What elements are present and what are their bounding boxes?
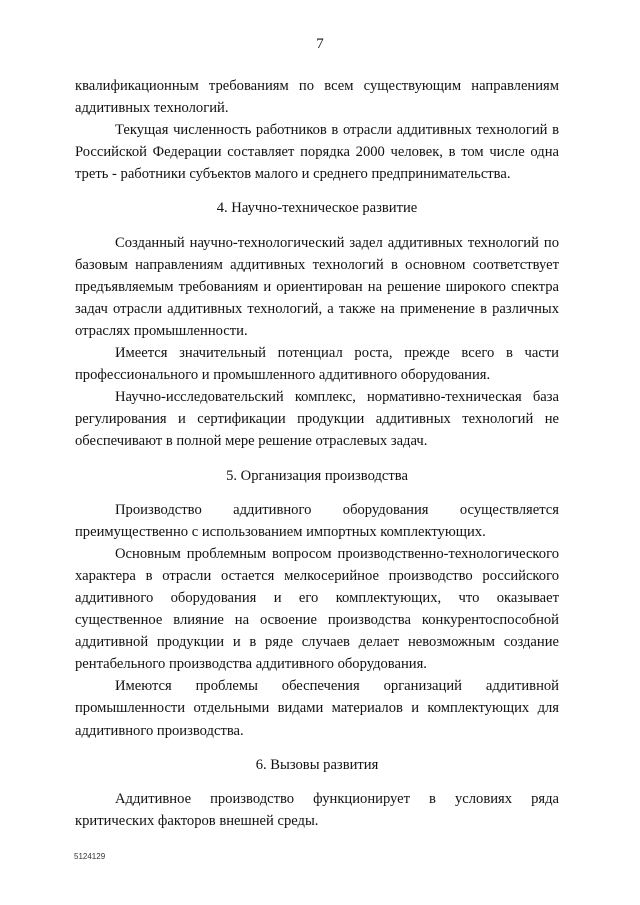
document-body <box>75 75 559 832</box>
section-heading: 6. Вызовы развития <box>255 756 379 773</box>
paragraph: Научно-исследовательский комплекс, нормативно-техническая база регулирования и сертификации продукции аддитивных технологий не обеспечивают в полной мере решение отраслевых задач. <box>75 389 559 450</box>
paragraph: Имеются проблемы обеспечения организаций аддитивной промышленности отдельными видами материалов и комплектующих для аддитивного производства. <box>75 678 559 739</box>
page-number: 7 <box>316 36 324 52</box>
paragraph: Созданный научно-технологический задел аддитивных технологий по базовым направлениям аддитивных технологий в основном соответствует предъявляемым требованиям и ориентирован на решение широкого спектра задач отрасли аддитивных технологий, а также на применение в различных отраслях промышленности. <box>75 234 559 339</box>
paragraph: Основным проблемным вопросом производственно-технологического характера в отрасли остается мелкосерийное производство российского аддитивного оборудования и его комплектующих, что оказывает существенное влияние на освоение производства конкурентоспособной аддитивной продукции и в ряде случаев делает невозможным создание рентабельного производства аддитивного оборудования. <box>75 545 559 673</box>
section-heading: 4. Научно-техническое развитие <box>216 200 418 217</box>
paragraph: Производство аддитивного оборудования осуществляется преимущественно с использованием импортных комплектующих. <box>75 501 559 540</box>
paragraph: квалификационным требованиям по всем существующим направлениям аддитивных технологий. <box>75 78 559 117</box>
section-heading: 5. Организация производства <box>226 467 408 484</box>
document-code: 5124129 <box>74 852 106 861</box>
paragraph: Имеется значительный потенциал роста, прежде всего в части профессионального и промышленного аддитивного оборудования. <box>75 345 559 384</box>
paragraph: Аддитивное производство функционирует в условиях ряда критических факторов внешней среды. <box>75 790 559 829</box>
paragraph: Текущая численность работников в отрасли аддитивных технологий в Российской Федерации составляет порядка 2000 человек, в том числе одна треть - работники субъектов малого и среднего предпринимательства. <box>75 122 559 183</box>
